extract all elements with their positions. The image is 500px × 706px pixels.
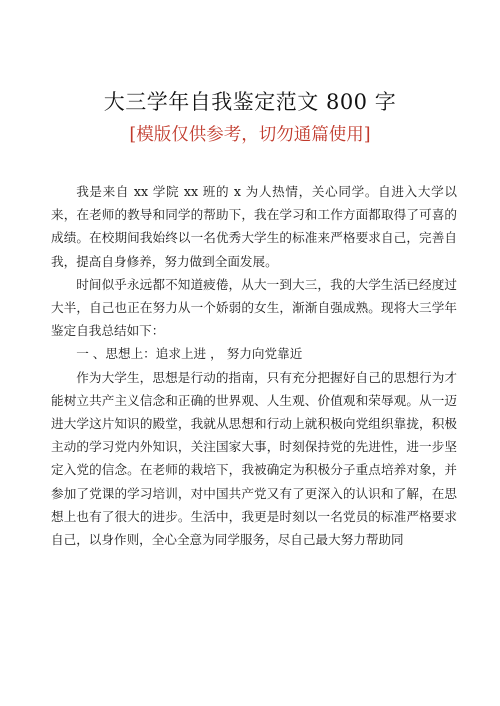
document-body [51,180,457,551]
paragraph-ideology: 作为大学生，思想是行动的指南，只有充分把握好自己的思想行为才能树立共产主义信念和正确的世界观、人生观、价值观和荣辱观。从一迈进大学这片知识的殿堂，我就从思想和行动上就积极向党组织靠拢，积极主动的学习党内外知识，关注国家大事，时刻保持党的先进性，进一步坚定入党的信念。在老师的栽培下，我被确定为积极分子重点培养对象，并参加了党课的学习培训，对中国共产党又有了更深入的认识和了解，在思想上也有了很大的进步。生活中，我更是时刻以一名党员的标准严格要求自己，以身作则，全心全意为同学服务，尽自己最大努力帮助同 [51,369,457,548]
document-title: 大三学年自我鉴定范文 800 字 [103,90,397,114]
document-subtitle: [模版仅供参考，切勿通篇使用] [129,125,371,145]
paragraph-summary: 时间似乎永远都不知道疲倦，从大一到大三，我的大学生活已经度过大半，自己也正在努力从一个娇弱的女生，渐渐自强成熟。现将大三学年鉴定自我总结如下： [51,276,457,339]
paragraph-intro: 我是来自 xx 学院 xx 班的 x 为人热情，关心同学。自进入大学以来，在老师的教导和同学的帮助下，我在学习和工作方面都取得了可喜的成绩。在校期间我始终以一名优秀大学生的标准来严格要求自己，完善自我，提高自身修养，努力做到全面发展。 [51,184,457,269]
section-heading: 一 、思想上：追求上进 ， 努力向党靠近 [76,346,303,362]
